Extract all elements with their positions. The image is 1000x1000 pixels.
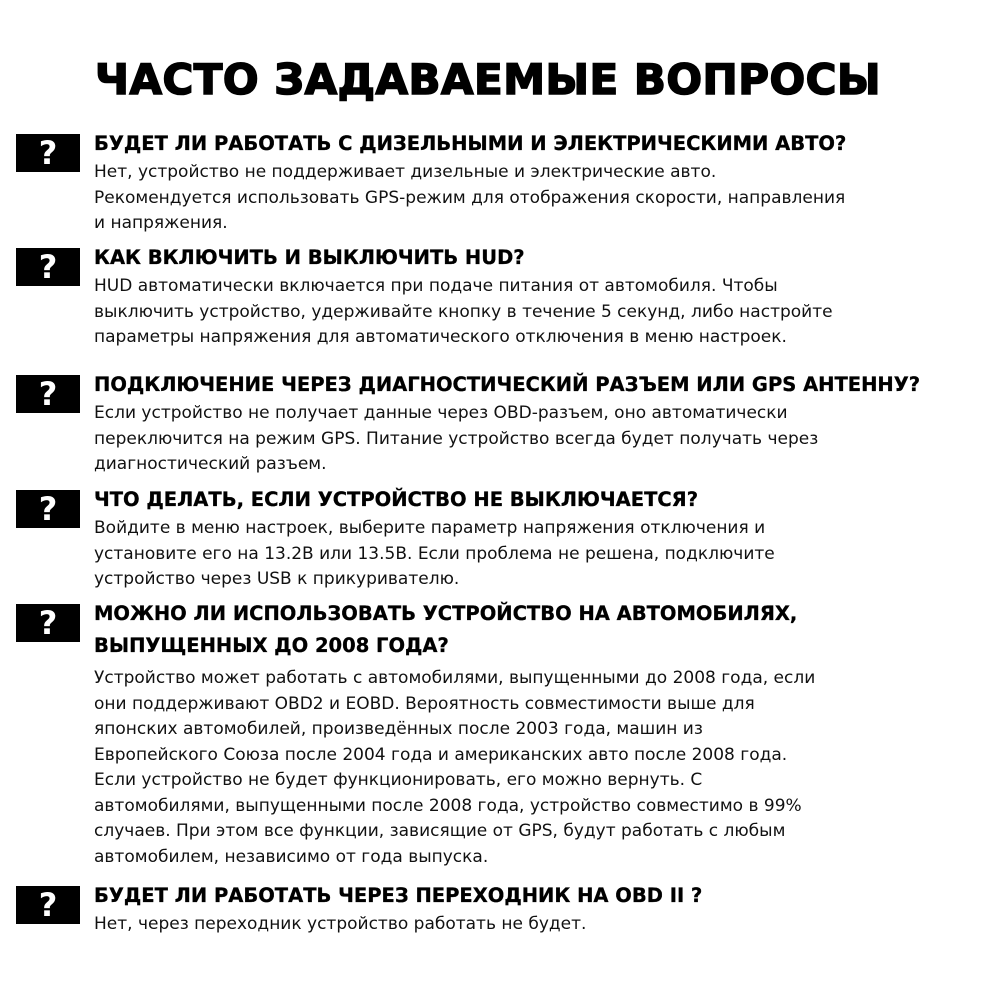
faq-answer: Если устройство не получает данные через OBD-разъем, оно автоматически переключится на режим GPS. Питание устройство всегда будет получать через диагностический разъем. — [94, 403, 819, 474]
faq-answer: HUD автоматически включается при подаче питания от автомобиля. Чтобы выключить устройство, удерживайте кнопку в течение 5 секунд, либо настройте параметры напряжения для автоматического отключения в меню настроек. — [94, 276, 833, 347]
faq-answer: Войдите в меню настроек, выберите параметр напряжения отключения и установите его на 13.2В или 13.5В. Если проблема не решена, подключите устройство через USB к прикуривателю. — [94, 518, 775, 589]
faq-question: ПОДКЛЮЧЕНИЕ ЧЕРЕЗ ДИАГНОСТИЧЕСКИЙ РАЗЪЕМ ИЛИ GPS АНТЕННУ? — [94, 373, 921, 396]
faq-text — [94, 242, 974, 351]
faq-text — [94, 598, 974, 870]
question-mark-icon: ? — [16, 886, 80, 924]
question-mark-icon: ? — [16, 134, 80, 172]
question-mark-icon: ? — [16, 490, 80, 528]
faq-text — [94, 880, 974, 938]
faq-question: БУДЕТ ЛИ РАБОТАТЬ С ДИЗЕЛЬНЫМИ И ЭЛЕКТРИЧЕСКИМИ АВТО? — [94, 132, 847, 155]
question-mark-icon: ? — [16, 375, 80, 413]
question-mark-icon: ? — [16, 604, 80, 642]
faq-answer: Нет, через переходник устройство работать не будет. — [94, 914, 587, 934]
faq-text — [94, 369, 974, 478]
question-mark-icon: ? — [16, 248, 80, 286]
faq-answer: Нет, устройство не поддерживает дизельные и электрические авто. Рекомендуется использовать GPS-режим для отображения скорости, направления и напряжения. — [94, 162, 846, 233]
faq-text — [94, 484, 974, 593]
faq-answer: Устройство может работать с автомобилями, выпущенными до 2008 года, если они поддерживают OBD2 и EOBD. Вероятность совместимости выше для японских автомобилей, произведённых после 2003 года, машин из Европейского Союза после 2004 года и американских авто после 2008 года. Если устройство не будет функционировать, его можно вернуть. С автомобилями, выпущенными после 2008 года, устройство совместимо в 99% случаев. При этом все функции, зависящие от GPS, будут работать с любым автомобилем, независимо от года выпуска. — [94, 668, 816, 867]
faq-question: ЧТО ДЕЛАТЬ, ЕСЛИ УСТРОЙСТВО НЕ ВЫКЛЮЧАЕТСЯ? — [94, 488, 699, 511]
faq-question: КАК ВКЛЮЧИТЬ И ВЫКЛЮЧИТЬ HUD? — [94, 246, 525, 269]
faq-question: БУДЕТ ЛИ РАБОТАТЬ ЧЕРЕЗ ПЕРЕХОДНИК НА OBD II ? — [94, 884, 703, 907]
page-title: ЧАСТО ЗАДАВАЕМЫЕ ВОПРОСЫ — [95, 55, 882, 104]
faq-text — [94, 128, 974, 237]
faq-question: МОЖНО ЛИ ИСПОЛЬЗОВАТЬ УСТРОЙСТВО НА АВТОМОБИЛЯХ, ВЫПУЩЕННЫХ ДО 2008 ГОДА? — [94, 602, 798, 657]
